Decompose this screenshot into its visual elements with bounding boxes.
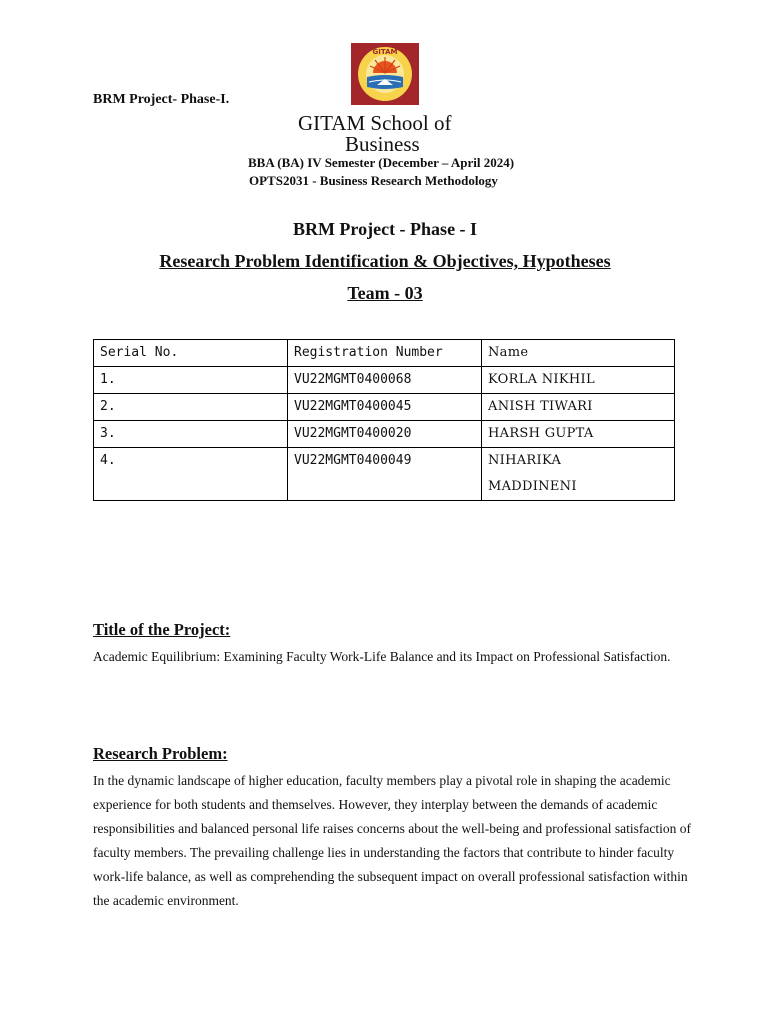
gitam-logo bbox=[351, 43, 419, 105]
program-line: BBA (BA) IV Semester (December – April 2024) bbox=[248, 155, 515, 170]
project-phase-label: BRM Project- Phase-I. bbox=[93, 92, 230, 107]
research-problem-heading: Research Problem: bbox=[93, 744, 228, 763]
team-title: Team - 03 bbox=[347, 283, 423, 303]
school-name-line2: Business bbox=[345, 132, 420, 156]
school-name bbox=[298, 113, 478, 155]
cell-name-line2: MADDINENI bbox=[488, 479, 577, 494]
header-registration: Registration Number bbox=[288, 340, 482, 367]
cell-registration: VU22MGMT0400020 bbox=[288, 421, 482, 448]
cell-name-line1: NIHARIKA bbox=[488, 453, 562, 468]
table-row bbox=[94, 367, 675, 394]
table-row bbox=[94, 421, 675, 448]
research-title: Research Problem Identification & Objectives, Hypotheses bbox=[159, 251, 611, 271]
header-serial: Serial No. bbox=[94, 340, 288, 367]
table-row bbox=[94, 448, 675, 501]
cell-registration: VU22MGMT0400049 bbox=[288, 448, 482, 501]
project-title-heading: Title of the Project: bbox=[93, 620, 231, 639]
team-members-table bbox=[93, 339, 675, 501]
cell-name: ANISH TIWARI bbox=[482, 394, 675, 421]
phase-title: BRM Project - Phase - I bbox=[292, 219, 478, 239]
cell-name: KORLA NIKHIL bbox=[482, 367, 675, 394]
header-name: Name bbox=[482, 340, 675, 367]
svg-text:GITAM: GITAM bbox=[372, 48, 398, 56]
table-header-row bbox=[94, 340, 675, 367]
cell-serial: 2. bbox=[94, 394, 288, 421]
cell-serial: 1. bbox=[94, 367, 288, 394]
cell-name: HARSH GUPTA bbox=[482, 421, 675, 448]
course-line: OPTS2031 - Business Research Methodology bbox=[249, 173, 498, 188]
cell-registration: VU22MGMT0400045 bbox=[288, 394, 482, 421]
cell-serial: 3. bbox=[94, 421, 288, 448]
table-row bbox=[94, 394, 675, 421]
research-problem-text: In the dynamic landscape of higher education, faculty members play a pivotal role in shaping the academic experience for both students and themselves. However, they interplay between the demands of academic responsibilities and balanced personal life raises concerns about the well-being and professional satisfaction of faculty members. The prevailing challenge lies in understanding the factors that contribute to hinder faculty work-life balance, as well as comprehending the subsequent impact on overall professional satisfaction within the academic environment. bbox=[93, 773, 691, 908]
school-name-line1: GITAM School of bbox=[298, 111, 452, 135]
cell-name bbox=[482, 448, 675, 501]
cell-registration: VU22MGMT0400068 bbox=[288, 367, 482, 394]
project-title-text: Academic Equilibrium: Examining Faculty Work-Life Balance and its Impact on Professional Satisfaction. bbox=[93, 649, 671, 664]
cell-serial: 4. bbox=[94, 448, 288, 501]
